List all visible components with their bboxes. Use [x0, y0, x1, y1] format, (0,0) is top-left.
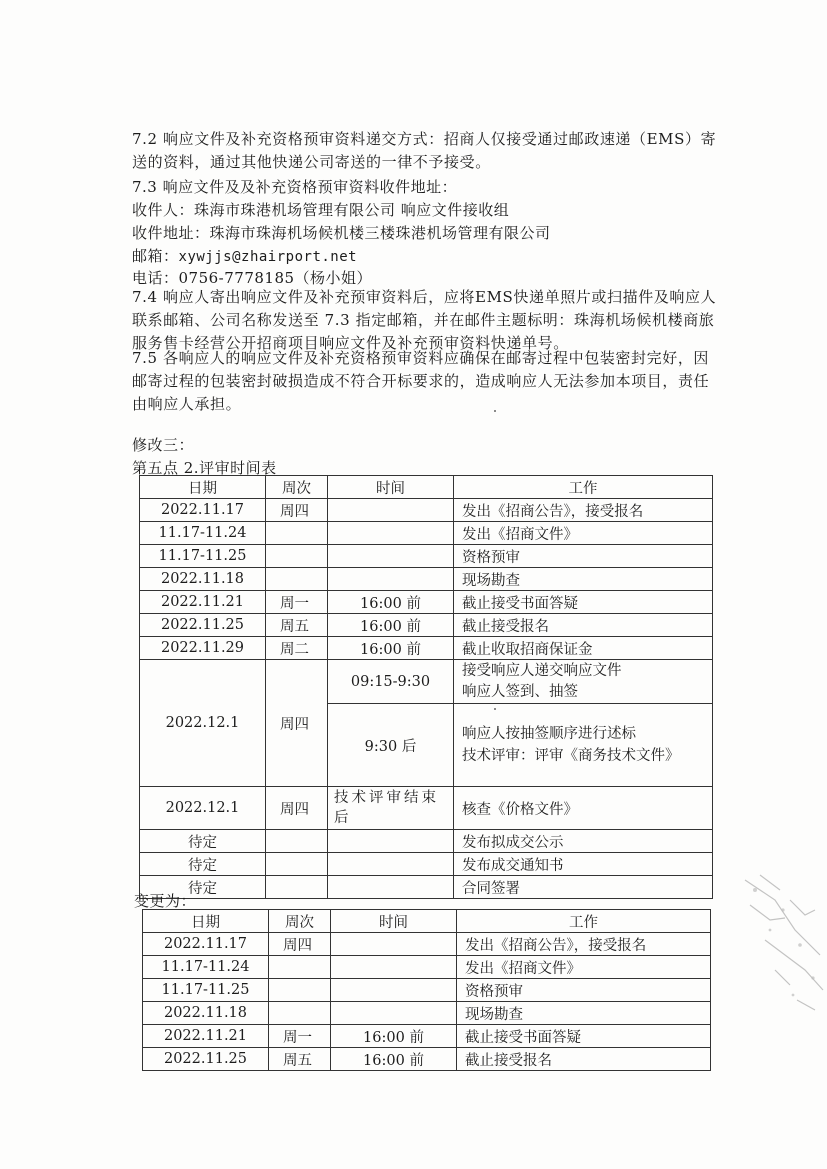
cell-date: 2022.12.1 [140, 787, 266, 830]
cell-date: 待定 [140, 830, 266, 853]
cell-date: 待定 [140, 853, 266, 876]
cell-date: 2022.11.25 [140, 614, 266, 637]
table-row [140, 787, 713, 830]
section-7-2-text: 响应文件及补充资格预审资料递交方式：招商人仅接受通过邮政速递（EMS）寄送的资料，通过其他快递公司寄送的一律不予接受。 [132, 130, 717, 172]
cell-time: 16:00 前 [328, 591, 454, 614]
cell-time [328, 853, 454, 876]
header-date: 日期 [143, 910, 269, 933]
section-7-3-text: 响应文件及及补充资格预审资料收件地址： [162, 178, 458, 196]
cell-date: 待定 [140, 876, 266, 899]
cell-work: 发出《招商公告》，接受报名 [457, 933, 711, 956]
table-row [143, 1002, 711, 1025]
cell-work: 截止接受书面答疑 [454, 591, 713, 614]
cell-time [331, 956, 457, 979]
cell-date: 2022.11.25 [143, 1048, 269, 1071]
cell-time [331, 933, 457, 956]
cell-time [328, 522, 454, 545]
table-row [143, 1025, 711, 1048]
cell-weekday: 周一 [269, 1025, 331, 1048]
cell-time: 9:30 后 [328, 704, 454, 787]
table-row [140, 499, 713, 522]
cell-work: 核查《价格文件》 [454, 787, 713, 830]
cell-date: 11.17-11.24 [140, 522, 266, 545]
cell-weekday-merged: 周四 [266, 660, 328, 787]
table-row-merged [140, 660, 713, 704]
cell-date: 2022.11.18 [143, 1002, 269, 1025]
cell-time [328, 568, 454, 591]
table-row [140, 637, 713, 660]
section-7-3-number: 7.3 [132, 178, 158, 196]
phone-line: 电话：0756-7778185（杨小姐） [132, 269, 373, 287]
cell-weekday [269, 1002, 331, 1025]
cell-time: 09:15-9:30 [328, 660, 454, 704]
changed-to-heading: 变更为： [134, 892, 197, 910]
work-line: 响应人签到、抽签 [462, 683, 578, 700]
cell-work: 资格预审 [454, 545, 713, 568]
table-header-row [140, 476, 713, 499]
amendment-subheading: 第五点 2.评审时间表 [132, 459, 277, 477]
email-line [132, 245, 357, 266]
table-row [140, 830, 713, 853]
cell-weekday: 周一 [266, 591, 328, 614]
cell-date: 2022.11.17 [140, 499, 266, 522]
table-row [140, 545, 713, 568]
cell-work [454, 660, 713, 704]
recipient-line: 收件人：珠海市珠港机场管理有限公司 响应文件接收组 [132, 201, 510, 219]
cell-weekday: 周四 [266, 499, 328, 522]
cell-work: 截止接受书面答疑 [457, 1025, 711, 1048]
cell-weekday: 周五 [269, 1048, 331, 1071]
cell-time [331, 1002, 457, 1025]
changed-schedule-table [142, 909, 711, 1071]
table-row [143, 1048, 711, 1071]
table-row [140, 876, 713, 899]
cell-weekday [266, 545, 328, 568]
seal-stamp-fragment [735, 860, 827, 1020]
cell-date: 2022.11.21 [140, 591, 266, 614]
cell-weekday [269, 956, 331, 979]
cell-work: 现场勘查 [457, 1002, 711, 1025]
cell-time [328, 876, 454, 899]
cell-date: 11.17-11.25 [140, 545, 266, 568]
cell-time [328, 830, 454, 853]
cell-date: 2022.11.17 [143, 933, 269, 956]
section-7-2-number: 7.2 [132, 130, 158, 148]
work-line: 技术评审：评审《商务技术文件》 [462, 748, 680, 764]
cell-date: 2022.11.29 [140, 637, 266, 660]
cell-time [328, 545, 454, 568]
cell-weekday [266, 568, 328, 591]
section-7-3-heading [132, 176, 457, 197]
cell-weekday: 周四 [266, 787, 328, 830]
address-line: 收件地址：珠海市珠海机场候机楼三楼珠港机场管理有限公司 [132, 224, 551, 242]
cell-time: 16:00 前 [328, 614, 454, 637]
cell-weekday [266, 830, 328, 853]
table-row [140, 522, 713, 545]
cell-date: 2022.11.21 [143, 1025, 269, 1048]
scan-speck [494, 708, 496, 710]
header-time: 时间 [331, 910, 457, 933]
cell-time [331, 979, 457, 1002]
cell-weekday [266, 853, 328, 876]
table-row [143, 979, 711, 1002]
email-label: 邮箱： [132, 247, 179, 265]
cell-work: 发出《招商文件》 [454, 522, 713, 545]
cell-work: 发出《招商公告》，接受报名 [454, 499, 713, 522]
cell-time: 16:00 前 [331, 1048, 457, 1071]
original-schedule-table [139, 475, 713, 899]
cell-weekday [266, 522, 328, 545]
section-7-2 [132, 128, 717, 174]
table-row [140, 568, 713, 591]
email-address: xywjjs@zhairport.net [178, 249, 358, 265]
cell-date: 11.17-11.24 [143, 956, 269, 979]
header-work: 工作 [454, 476, 713, 499]
amendment-heading: 修改三： [132, 436, 195, 454]
cell-weekday: 周四 [269, 933, 331, 956]
cell-work: 现场勘查 [454, 568, 713, 591]
header-work: 工作 [457, 910, 711, 933]
table-row [140, 853, 713, 876]
table-row [140, 591, 713, 614]
header-weekday: 周次 [266, 476, 328, 499]
cell-work: 发布成交通知书 [454, 853, 713, 876]
table-row [143, 933, 711, 956]
cell-time [328, 499, 454, 522]
cell-time: 技术评审结束后 [328, 787, 454, 830]
cell-weekday [269, 979, 331, 1002]
table-row [140, 614, 713, 637]
table-header-row [143, 910, 711, 933]
cell-time: 16:00 前 [328, 637, 454, 660]
cell-weekday: 周五 [266, 614, 328, 637]
scan-speck [494, 410, 496, 412]
cell-date: 2022.11.18 [140, 568, 266, 591]
cell-work: 发出《招商文件》 [457, 956, 711, 979]
cell-date-merged: 2022.12.1 [140, 660, 266, 787]
header-weekday: 周次 [269, 910, 331, 933]
cell-time: 16:00 前 [331, 1025, 457, 1048]
cell-work: 截止收取招商保证金 [454, 637, 713, 660]
work-line: 响应人按抽签顺序进行述标 [462, 726, 636, 742]
cell-weekday [266, 876, 328, 899]
cell-weekday: 周二 [266, 637, 328, 660]
section-7-4: 7.4 响应人寄出响应文件及补充预审资料后，应将EMS快递单照片或扫描件及响应人联系邮箱、公司名称发送至 7.3 指定邮箱，并在邮件主题标明：珠海机场候机楼商旅服务售卡经营公开招商项目响应文件及补充预审资料快递单号。 [132, 288, 717, 353]
cell-work: 资格预审 [457, 979, 711, 1002]
cell-work [454, 704, 713, 787]
cell-work: 截止接受报名 [457, 1048, 711, 1071]
table-row [143, 956, 711, 979]
cell-date: 11.17-11.25 [143, 979, 269, 1002]
work-line: 接受响应人递交响应文件 [462, 662, 622, 679]
cell-work: 发布拟成交公示 [454, 830, 713, 853]
section-7-5: 7.5 各响应人的响应文件及补充资格预审资料应确保在邮寄过程中包装密封完好，因邮寄过程的包装密封破损造成不符合开标要求的，造成响应人无法参加本项目，责任由响应人承担。 [132, 349, 710, 414]
cell-work: 截止接受报名 [454, 614, 713, 637]
header-date: 日期 [140, 476, 266, 499]
cell-work: 合同签署 [454, 876, 713, 899]
header-time: 时间 [328, 476, 454, 499]
